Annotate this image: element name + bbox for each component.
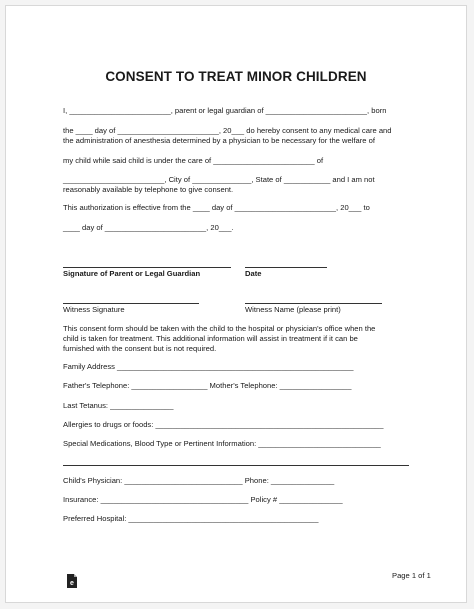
blank-line <box>63 465 409 466</box>
consent-line-1: I, ________________________, parent or legal guardian of ________________________, born <box>63 106 387 115</box>
date-line <box>245 267 327 268</box>
parent-signature-label: Signature of Parent or Legal Guardian <box>63 269 201 278</box>
allergies-field: Allergies to drugs or foods: ______________________________________________________ <box>63 420 384 429</box>
special-medications-field: Special Medications, Blood Type or Pertinent Information: _____________________________ <box>63 439 381 448</box>
date-label: Date <box>245 269 262 278</box>
witness-name-label: Witness Name (please print) <box>245 305 341 314</box>
witness-signature-line <box>63 303 199 304</box>
consent-line-3: the administration of anesthesia determined by a physician to be necessary for the welfare of <box>63 136 375 145</box>
document-page <box>5 5 467 603</box>
last-tetanus-field: Last Tetanus: _______________ <box>63 401 174 410</box>
document-title: CONSENT TO TREAT MINOR CHILDREN <box>105 69 367 84</box>
instructions-line-2: child is taken for treatment. This additional information will assist in treatment if it can be <box>63 334 358 343</box>
consent-line-5: ________________________, City of ______________, State of ___________ and I am not <box>63 175 375 184</box>
consent-line-6: reasonably available by telephone to give consent. <box>63 185 234 194</box>
physician-field: Child's Physician: ____________________________ Phone: _______________ <box>63 476 335 485</box>
parent-signature-line <box>63 267 231 268</box>
eforms-logo-icon <box>66 574 78 588</box>
witness-signature-label: Witness Signature <box>63 305 125 314</box>
insurance-field: Insurance: ___________________________________ Policy # _______________ <box>63 495 343 504</box>
authorization-line-1: This authorization is effective from the ____ day of ________________________, 20___ to <box>63 203 370 212</box>
family-address-field: Family Address ________________________________________________________ <box>63 362 354 371</box>
witness-name-line <box>245 303 382 304</box>
consent-line-2: the ____ day of ________________________, 20___ do hereby consent to any medical care and <box>63 126 392 135</box>
telephone-fields: Father's Telephone: __________________ Mother's Telephone: _________________ <box>63 381 352 390</box>
page-number: Page 1 of 1 <box>392 571 431 580</box>
svg-text:e: e <box>70 580 74 587</box>
instructions-line-1: This consent form should be taken with the child to the hospital or physician's office when the <box>63 324 376 333</box>
instructions-line-3: furnished with the consent but is not required. <box>63 344 217 353</box>
authorization-line-2: ____ day of ________________________, 20___. <box>63 223 234 232</box>
preferred-hospital-field: Preferred Hospital: _____________________________________________ <box>63 514 319 523</box>
consent-line-4: my child while said child is under the care of ________________________ of <box>63 156 324 165</box>
